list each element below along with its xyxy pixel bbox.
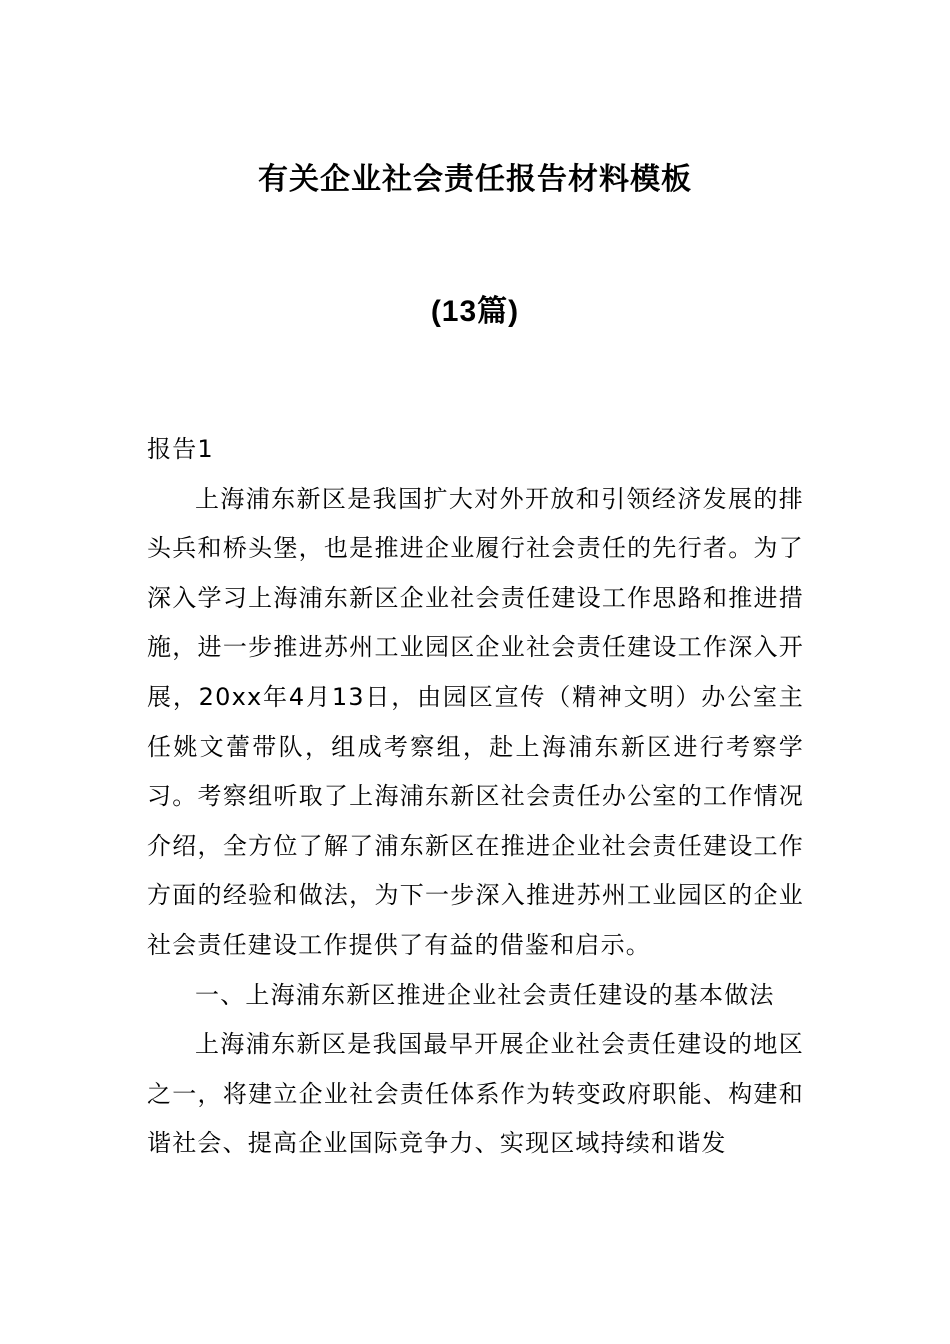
document-title: 有关企业社会责任报告材料模板 xyxy=(258,162,692,197)
paragraph-practice: 上海浦东新区是我国最早开展企业社会责任建设的地区之一，将建立企业社会责任体系作为转变政府职能、构建和谐社会、提高企业国际竞争力、实现区域持续和谐发 xyxy=(147,1030,804,1158)
paragraph-intro: 上海浦东新区是我国扩大对外开放和引领经济发展的排头兵和桥头堡，也是推进企业履行社会责任的先行者。为了深入学习上海浦东新区企业社会责任建设工作思路和推进措施，进一步推进苏州工业园区企业社会责任建设工作深入开展，20xx年4月13日，由园区宣传（精神文明）办公室主任姚文蕾带队，组成考察组，赴上海浦东新区进行考察学习。考察组听取了上海浦东新区社会责任办公室的工作情况介绍，全方位了解了浦东新区在推进企业社会责任建设工作方面的经验和做法，为下一步深入推进苏州工业园区的企业社会责任建设工作提供了有益的借鉴和启示。 xyxy=(147,484,804,959)
document-subtitle: (13篇) xyxy=(430,295,520,328)
document-body xyxy=(147,425,804,1169)
section-label: 报告1 xyxy=(147,435,214,463)
section-heading: 一、上海浦东新区推进企业社会责任建设的基本做法 xyxy=(195,980,775,1009)
